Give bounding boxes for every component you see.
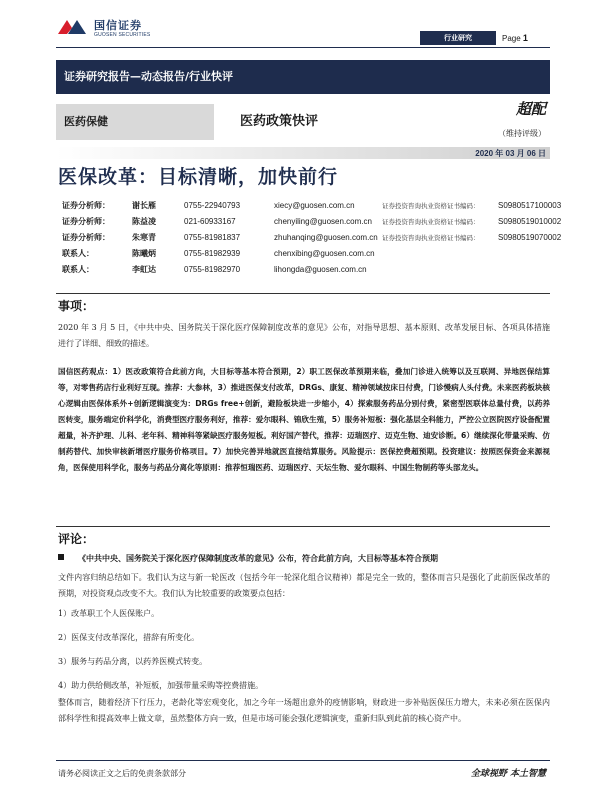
- page-label: Page: [502, 34, 521, 43]
- analyst-table: [62, 198, 562, 278]
- logo-mark-icon: [56, 16, 88, 38]
- analyst-row: [62, 230, 562, 246]
- page-number: 1: [522, 33, 528, 43]
- analyst-cert: S0980519070002: [498, 233, 562, 242]
- logo-name-en: GUOSEN SECURITIES: [94, 32, 151, 38]
- bullet-square-icon: [58, 554, 64, 560]
- list-item: 2）医保支付改革深化，措辞有所变化。: [58, 633, 200, 642]
- disclaimer-note: 请务必阅读正文之后的免责条款部分: [58, 769, 186, 778]
- comment-bullet-text: 《中共中央、国务院关于深化医疗保障制度改革的意见》公布，符合此前方向，大目标等基本符合预期: [78, 554, 438, 563]
- core-view-label: 国信医药观点：: [58, 367, 113, 376]
- section-divider: [56, 293, 550, 294]
- analyst-phone: 0755-81981837: [184, 233, 241, 242]
- report-type-banner: 证券研究报告—动态报告/行业快评: [56, 60, 550, 94]
- policy-points-list: [58, 606, 550, 702]
- analyst-cert-label: 证券投资咨询执业资格证书编码：: [382, 218, 480, 226]
- analyst-email[interactable]: chenyiling@guosen.com.cn: [274, 217, 372, 226]
- list-item: 1）改革职工个人医保账户。: [58, 609, 160, 618]
- analyst-role: 证券分析师：: [62, 201, 110, 210]
- page-indicator: [498, 31, 550, 45]
- comment-bullet: [58, 552, 550, 566]
- contact-role: 联系人：: [62, 265, 94, 274]
- contact-row: [62, 246, 562, 262]
- comment-heading: 评论：: [58, 532, 95, 546]
- contact-phone: 0755-81982970: [184, 265, 241, 274]
- page-title: 医保改革：目标清晰，加快前行: [58, 166, 339, 188]
- analyst-cert-label: 证券投资咨询执业资格证书编码：: [382, 202, 480, 210]
- header-divider: [56, 47, 550, 48]
- analyst-cert: S0980519010002: [498, 217, 562, 226]
- core-view-body: 1）医改政策符合此前方向，大目标等基本符合预期，2）职工医保改革预期来临，叠加门诊进入统筹以及互联网、异地医保结算等，对零售药店行业利好互现。推荐：大参林，3）推进医保支付改革，DRGs、康复、精神领域按床日付费，门诊慢病人头付费。未来医药板块核心逻辑由医保体系外+创新逻辑演变为：DRGs free+创新，避险板块进一步缩小，4）探索服务药品分别付费，紧密型医联体总量付费，以药养医转变，服务端定价科学化，消费型医疗服务利好，推荐：爱尔眼科、锦欣生殖，5）服务补短板：强化基层全科能力，严控公立医院医疗设备配置超量，补齐护理、儿科、老年科、精神科等紧缺医疗服务短板。利好国产替代，推荐：迈瑞医疗、迈克生物、迪安诊断。6）继续深化带量采购、仿制药替代、加快审核新增医疗服务价格项目。7）加快完善异地就医直接结算服务。风险提示：医保控费超预期。投资建议：按照医保资金来源视角，医保使用科学化，服务与药品分离化等原则：推荐恒瑞医药、迈瑞医疗、天坛生物、爱尔眼科、中国生物制药等头部龙头。: [58, 367, 551, 472]
- analyst-name: 朱寒青: [132, 233, 156, 242]
- events-body: 2020 年 3 月 5 日，《中共中央、国务院关于深化医疗保障制度改革的意见》公布，对指导思想、基本原则、改革发展目标、各项具体措施进行了详细、细致的描述。: [58, 323, 550, 348]
- analyst-name: 谢长雁: [132, 201, 156, 210]
- report-category-tag: 行业研究: [420, 31, 496, 45]
- contact-name: 李虹达: [132, 265, 156, 274]
- analyst-row: [62, 198, 562, 214]
- analyst-row: [62, 214, 562, 230]
- contact-row: [62, 262, 562, 278]
- contact-role: 联系人：: [62, 249, 94, 258]
- list-item: 3）服务与药品分离，以药养医模式转变。: [58, 657, 208, 666]
- report-date: 2020 年 03 月 06 日: [475, 149, 546, 158]
- analyst-phone: 0755-22940793: [184, 201, 241, 210]
- contact-phone: 0755-81982939: [184, 249, 241, 258]
- contact-email[interactable]: chenxibing@guosen.com.cn: [274, 249, 375, 258]
- comment-closing: 整体而言，随着经济下行压力，老龄化等宏观变化，加之今年一场超出意外的疫情影响，财政进一步补贴医保压力增大，未来必须在医保内部科学性和提高效率上做文章，虽然整体方向一致，但是市场可能会强化逻辑演变，重新归队到此前的核心资产中。: [58, 698, 550, 723]
- comment-intro: 文件内容归纳总结如下。我们认为这与新一轮医改（包括今年一轮深化组合议精神）都是完全一致的，整体而言只是强化了此前医保改革的预期，对投资观点改变不大。我们认为比较重要的政策要点包括：: [58, 573, 550, 598]
- footer-slogan: 全球视野 本土智慧: [470, 769, 546, 779]
- analyst-role: 证券分析师：: [62, 233, 110, 242]
- analyst-name: 陈益凌: [132, 217, 156, 226]
- logo-name-cn: 国信证券: [94, 19, 142, 32]
- contact-email[interactable]: lihongda@guosen.com.cn: [274, 265, 367, 274]
- core-view: [58, 364, 550, 476]
- analyst-phone: 021-60933167: [184, 217, 236, 226]
- contact-name: 陈曦炳: [132, 249, 156, 258]
- doc-type-label: 医药政策快评: [240, 114, 319, 129]
- rating-value: 超配: [515, 100, 546, 118]
- analyst-cert: S0980517100003: [498, 201, 562, 210]
- rating-note: （维持评级）: [498, 129, 546, 138]
- footer-divider: [56, 760, 550, 761]
- sector-label: 医药保健: [56, 104, 214, 140]
- analyst-email[interactable]: zhuhanqing@guosen.com.cn: [274, 233, 378, 242]
- analyst-cert-label: 证券投资咨询执业资格证书编码：: [382, 234, 480, 242]
- section-divider: [56, 526, 550, 527]
- list-item: 4）助力供给侧改革，补短板，加强带量采购等控费措施。: [58, 681, 264, 690]
- analyst-email[interactable]: xiecy@guosen.com.cn: [274, 201, 355, 210]
- analyst-role: 证券分析师：: [62, 217, 110, 226]
- events-heading: 事项：: [58, 299, 95, 313]
